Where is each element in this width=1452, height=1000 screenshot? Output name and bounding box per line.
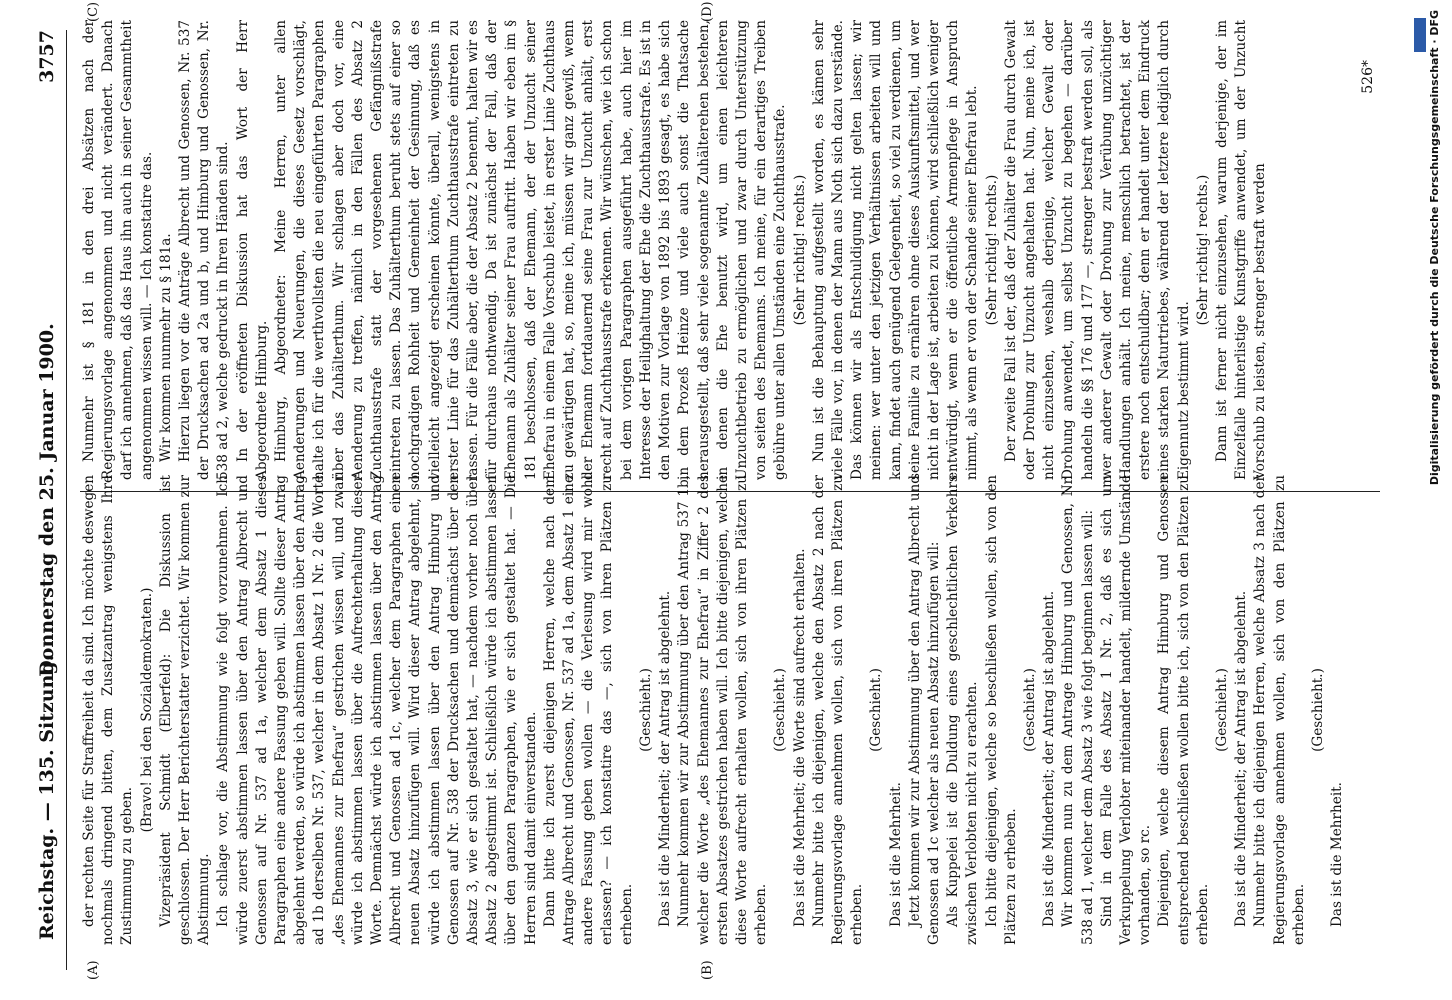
paragraph: Nunmehr ist § 181 in den drei Absätzen nach der Regierungsvorlage angenommen und nicht verändert. Danach darf ich annehmen, daß das Haus ihn auch in seiner Gesammtheit angenommen wissen will. — Ich konstatire das. bbox=[81, 20, 155, 480]
sheet-number: 526* bbox=[1360, 60, 1376, 94]
paragraph: (Geschieht.) bbox=[868, 668, 885, 752]
paragraph: Ich bitte diejenigen, welche so beschließen wollen, sich von den Plätzen zu erheben. bbox=[983, 475, 1019, 945]
paragraph: (Sehr richtig! rechts.) bbox=[791, 174, 808, 326]
paragraph: Das ist die Minderheit; der Antrag ist abgelehnt. bbox=[657, 590, 674, 927]
paragraph: Der zweite Fall ist der, daß der Zuhälter die Frau durch Gewalt oder Drohung zur Unzucht angehalten hat. Nun, meine ich, ist nicht einzusehen, weshalb derjenige, welcher Gewalt oder Drohung anwendet, um selbst Unzucht zu begehen — darüber handeln die §§ 176 und 177 —, strenger bestraft werden soll, als wer anderer Gewalt oder Drohung zur Verübung unzüchtiger Handlungen anhält. Ich meine, menschlich betrachtet, ist der erstere noch entschuldbar; denn er handelt unter dem Eindruck eines starken Naturtriebes, während der letztere lediglich durch Eigennutz bestimmt wird. bbox=[1002, 20, 1192, 480]
paragraph: Nunmehr kommen wir zur Abstimmung über den Antrag 537 1b, welcher die Worte „des Ehemannes zur Ehefrau“ in Ziffer 2 des ersten Absatzes gestrichen haben will. Ich bitte diejenigen, welche diese Worte aufrecht erhalten wollen, sich von ihren Plätzen zu erheben. bbox=[676, 475, 770, 945]
paragraph: (Sehr richtig! rechts.) bbox=[983, 174, 1000, 326]
paragraph: Hierzu liegen vor die Anträge Albrecht und Genossen, Nr. 537 der Drucksachen ad 2a und b, und Himburg und Genossen, Nr. 538 ad 2, welche gedruckt in Ihren Händen sind. bbox=[177, 20, 232, 480]
paragraph: Nunmehr bitte ich diejenigen Herren, welche Absatz 3 nach der Regierungsvorlage annehmen wollen, sich von den Plätzen zu erheben. bbox=[1252, 475, 1307, 945]
paragraph: Ich schlage vor, die Abstimmung wie folgt vorzunehmen. Ich würde zuerst abstimmen lassen über den Antrag Albrecht und Genossen auf Nr. 537 ad 1a, welcher dem Absatz 1 dieses Paragraphen eine andere Fassung geben will. Sollte dieser Antrag abgelehnt werden, so würde ich abstimmen lassen über den Antrag ad 1b derselben Nr. 537, welcher in dem Absatz 1 Nr. 2 die Worte „des Ehemannes zur Ehefrau“ gestrichen wissen will, und zwar würde ich abstimmen lassen über die Aufrechterhaltung dieser Worte. Demnächst würde ich abstimmen lassen über den Antrag Albrecht und Genossen ad 1c, welcher dem Paragraphen einen neuen Absatz hinzufügen will. Wird dieser Antrag abgelehnt, so würde ich abstimmen lassen über den Antrag Himburg und Genossen auf Nr. 538 der Drucksachen und demnächst über den Absatz 3, wie er sich gestaltet hat, — nachdem vorher noch über Absatz 2 abgestimmt ist. Schließlich würde ich abstimmen lassen über den ganzen Paragraphen, wie er sich gestaltet hat. — Die Herren sind damit einverstanden. bbox=[215, 475, 539, 945]
header-rule bbox=[66, 30, 67, 970]
paragraph: Wir kommen nunmehr zu § 181a. bbox=[157, 233, 174, 462]
paragraph: Nunmehr bitte ich diejenigen, welche den Absatz 2 nach der Regierungsvorlage annehmen wollen, sich von ihren Plätzen zu erheben. bbox=[810, 475, 866, 945]
paragraph: Als Kuppelei ist die Duldung eines geschlechtlichen Verkehrs zwischen Verlobten nicht zu erachten. bbox=[945, 475, 981, 945]
right-column bbox=[80, 20, 1271, 480]
dfg-sidebar bbox=[1408, 10, 1441, 990]
paragraph: Wir kommen nun zu dem Antrage Himburg und Genossen, Nr. 538 ad 1, welcher dem Absatz 3 wie folgt beginnen lassen will: bbox=[1060, 475, 1096, 945]
paragraph: Das ist die Minderheit; der Antrag ist abgelehnt. bbox=[1041, 590, 1058, 927]
page-number: 3757 bbox=[36, 30, 58, 83]
paragraph: (Geschieht.) bbox=[1021, 668, 1038, 752]
paragraph: Himburg, Abgeordneter: Meine Herren, unter allen Aenderungen und Neuerungen, die dieses Gesetz vorschlägt, halte ich für die werthvollsten die neu eingeführten Paragraphen über das Zuhälterthum. Wir schlagen aber doch vor, eine Aenderung zu treffen, nämlich in den Fällen des Absatz 2 Zuchthausstrafe statt der vorgesehenen Gefängnißstrafe eintreten zu lassen. Das Zuhälterthum beruht stets auf einer so hochgradigen Rohheit und Gemeinheit der Gesinnung, daß es vielleicht angezeigt erscheinen könnte, überall, wenigstens in erster Linie für das Zuhälterthum Zuchthausstrafe eintreten zu lassen. Für die Fälle aber, die der Absatz 2 benennt, halten wir es für durchaus nothwendig. Da ist zunächst der Fall, daß der Ehemann als Zuhälter seiner Frau auftritt. Haben wir eben im § 181 beschlossen, daß der Ehemann, der der Unzucht seiner Ehefrau in einem Falle Vorschub leistet, in erster Linie Zuchthaus zu gewärtigen hat, so, meine ich, müssen wir ganz gewiß, wenn der Ehemann fortdauernd seine Frau zur Unzucht anhält, erst recht auf Zuchthausstrafe erkennen. Wir wünschen, wie ich schon bei dem vorigen Paragraphen ausgeführt habe, auch hier im Interesse der Heilighaltung der Ehe die Zuchthausstrafe. Es ist in den Motiven zur Vorlage von 1892 bis 1893 gesagt, es habe sich in dem Prozeß Heinze und viele auch sonst die Thatsache herausgestellt, daß sehr viele sogenannte Zuhälterehen bestehen, in denen die Ehe benutzt wird, um einen leichteren Unzuchtbetrieb zu ermöglichen und zwar durch Unterstützung von seiten des Ehemanns. Ich meine, für ein derartiges Treiben gebühre unter allen Umständen eine Zuchthausstrafe. bbox=[273, 20, 789, 480]
header-date: Donnerstag den 25. Januar 1900. bbox=[36, 323, 58, 677]
paragraph: Sind in dem Falle des Absatz 1 Nr. 2, daß es sich um Verkuppelung Verlobter miteinander handelt, mildernde Umstände vorhanden, so rc. bbox=[1098, 475, 1154, 945]
page-header bbox=[28, 30, 68, 970]
paragraph: (Bravo! bei den Sozialdemokraten.) bbox=[138, 587, 155, 833]
paragraph: Vizepräsident Schmidt (Elberfeld): Die Diskussion ist geschlossen. Der Herr Berichterstatter verzichtet. Wir kommen zur Abstimmung. bbox=[157, 475, 213, 945]
margin-mark-d: (D) bbox=[700, 1, 715, 22]
paragraph: In der eröffneten Diskussion hat das Wort der Herr Abgeordnete Himburg. bbox=[234, 20, 270, 480]
paragraph: Jetzt kommen wir zur Abstimmung über den Antrag Albrecht und Genossen ad 1c welcher als neuen Absatz hinzufügen will: bbox=[906, 475, 942, 945]
paragraph: Dann ist ferner nicht einzusehen, warum derjenige, der im Einzelfalle hinterlistige Kunstgriffe anwendet, um der Unzucht Vorschub zu leisten, strenger bestraft werden bbox=[1213, 20, 1269, 480]
paragraph: Dann bitte ich zuerst diejenigen Herren, welche nach dem Antrage Albrecht und Genossen, Nr. 537 ad 1a, dem Absatz 1 eine andere Fassung geben wollen — die Verlesung wird mir wohl erlassen? — ich konstatire das —, sich von ihren Plätzen zu erheben. bbox=[541, 475, 635, 945]
margin-mark-c: (C) bbox=[86, 1, 101, 22]
paragraph: Das ist die Mehrheit. bbox=[1329, 782, 1346, 927]
header-left: Reichstag. — 135. Sitzung. bbox=[36, 654, 58, 940]
paragraph: Diejenigen, welche diesem Antrag Himburg und Genossen entsprechend beschließen wollen bitte ich, sich von den Plätzen zu erheben. bbox=[1156, 475, 1211, 945]
paragraph: (Geschieht.) bbox=[1310, 668, 1326, 752]
margin-mark-b: (B) bbox=[700, 960, 715, 980]
paragraph: Das ist die Minderheit; der Antrag ist abgelehnt. bbox=[1233, 590, 1250, 927]
margin-mark-a: (A) bbox=[86, 960, 101, 980]
dfg-logo bbox=[1414, 18, 1426, 52]
paragraph: (Geschieht.) bbox=[772, 668, 789, 752]
paragraph: (Geschieht.) bbox=[637, 668, 654, 752]
paragraph: der rechten Seite für Straffreiheit da sind. Ich möchte deswegen nochmals dringend bitten, dem Zusatzantrag wenigstens Ihre Zustimmung zu geben. bbox=[81, 475, 136, 945]
paragraph: Nun ist die Behauptung aufgestellt worden, es kämen sehr viele Fälle vor, in denen der Mann aus Noth sich dazu verstände. Das können wir als Entschuldigung nicht gelten lassen; wir meinen: wer unter den jetzigen Verhältnissen arbeiten will und kann, findet auch genügend Gelegenheit, so viel zu verdienen, um seine Familie zu ernähren ohne dieses Auskunftsmittel, und wer nicht in der Lage ist, arbeiten zu können, wird schließlich weniger entwürdigt, wenn er die öffentliche Armenpflege in Anspruch nimmt, als wenn er von der Schande seiner Ehefrau lebt. bbox=[810, 20, 981, 480]
dfg-note: Digitalisierung gefördert durch die Deutsche Forschungsgemeinschaft · DFG bbox=[1428, 10, 1441, 486]
paragraph: (Geschieht.) bbox=[1213, 668, 1230, 752]
left-column bbox=[80, 475, 1347, 945]
paragraph: Das ist die Mehrheit. bbox=[887, 782, 904, 927]
paragraph: Das ist die Mehrheit; die Worte sind aufrecht erhalten. bbox=[791, 548, 808, 927]
paragraph: (Sehr richtig! rechts.) bbox=[1194, 174, 1211, 326]
